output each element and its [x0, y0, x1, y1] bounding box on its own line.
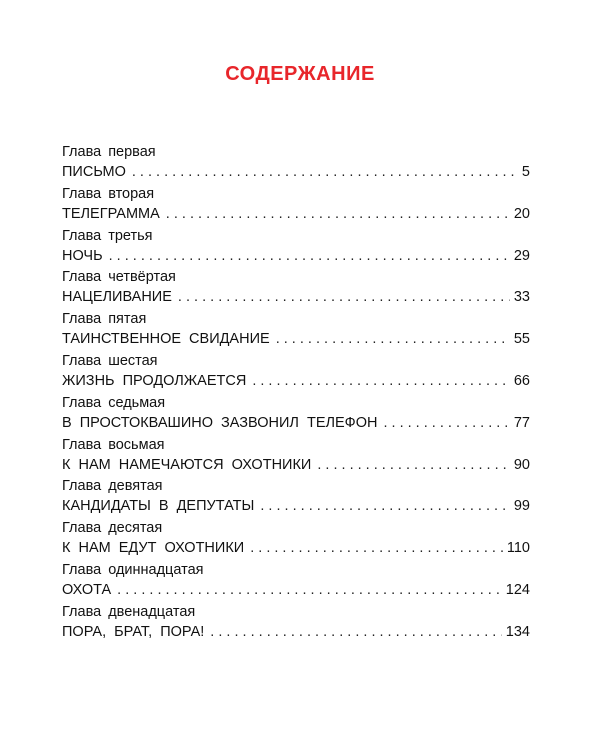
toc-line [62, 329, 530, 349]
toc-entry-9[interactable] [62, 477, 530, 519]
dot-leader [178, 287, 510, 307]
dot-leader [252, 371, 510, 391]
chapter-label: Глава пятая [62, 311, 147, 328]
page-number: 5 [521, 164, 530, 180]
chapter-label: Глава четвёртая [62, 269, 176, 286]
toc-line [62, 538, 530, 558]
chapter-title: ТЕЛЕГРАММА [62, 205, 160, 222]
chapter-title: В ПРОСТОКВАШИНО ЗАЗВОНИЛ ТЕЛЕФОН [62, 414, 378, 431]
toc-entry-1[interactable] [62, 143, 530, 185]
table-of-contents [62, 143, 530, 645]
toc-line [62, 413, 530, 433]
chapter-label: Глава десятая [62, 520, 163, 537]
toc-line [62, 371, 530, 391]
dot-leader [317, 455, 510, 475]
toc-entry-4[interactable] [62, 268, 530, 310]
chapter-title: К НАМ НАМЕЧАЮТСЯ ОХОТНИКИ [62, 456, 312, 473]
toc-entry-10[interactable] [62, 519, 530, 561]
toc-entry-2[interactable] [62, 185, 530, 227]
toc-entry-7[interactable] [62, 394, 530, 436]
toc-line [62, 287, 530, 307]
chapter-label: Глава вторая [62, 185, 155, 202]
chapter-title: ОХОТА [62, 581, 112, 598]
page-number: 99 [513, 498, 530, 515]
dot-leader [250, 538, 503, 558]
dot-leader [210, 622, 502, 642]
chapter-label: Глава третья [62, 227, 153, 244]
dot-leader [117, 580, 502, 600]
page-number: 77 [513, 414, 530, 431]
toc-entry-11[interactable] [62, 561, 530, 603]
toc-line [62, 246, 530, 266]
page-number: 90 [513, 456, 530, 473]
page-number: 124 [505, 581, 530, 598]
toc-line [62, 204, 530, 224]
toc-entry-6[interactable] [62, 352, 530, 394]
dot-leader [166, 204, 510, 224]
toc-entry-12[interactable] [62, 603, 530, 645]
dot-leader [109, 246, 510, 266]
chapter-label: Глава одиннадцатая [62, 561, 204, 578]
page-number: 110 [506, 540, 530, 557]
toc-entry-8[interactable] [62, 436, 530, 478]
chapter-label: Глава седьмая [62, 394, 166, 411]
toc-line [62, 496, 530, 516]
chapter-title: ЖИЗНЬ ПРОДОЛЖАЕТСЯ [62, 372, 247, 389]
chapter-label: Глава восьмая [62, 436, 165, 453]
chapter-title: К НАМ ЕДУТ ОХОТНИКИ [62, 540, 245, 557]
dot-leader [276, 329, 510, 349]
page-title: СОДЕРЖАНИЕ [225, 63, 375, 85]
page-number: 33 [513, 289, 530, 306]
chapter-label: Глава девятая [62, 478, 163, 495]
page-number: 29 [513, 247, 530, 264]
toc-line [62, 622, 530, 642]
chapter-title: ПОРА, БРАТ, ПОРА! [62, 623, 205, 640]
chapter-title: НАЦЕЛИВАНИЕ [62, 289, 172, 306]
toc-entry-3[interactable] [62, 227, 530, 269]
dot-leader [132, 162, 518, 182]
toc-line [62, 580, 530, 600]
toc-line [62, 455, 530, 475]
chapter-title: КАНДИДАТЫ В ДЕПУТАТЫ [62, 498, 255, 515]
dot-leader [383, 413, 509, 433]
page-number: 55 [513, 331, 530, 348]
chapter-title: НОЧЬ [62, 247, 103, 264]
chapter-label: Глава двенадцатая [62, 603, 196, 620]
chapter-title: ПИСЬМО [62, 164, 126, 180]
chapter-title: ТАИНСТВЕННОЕ СВИДАНИЕ [62, 331, 270, 348]
toc-line [62, 162, 530, 182]
page-number: 20 [513, 205, 530, 222]
page-number: 134 [505, 623, 530, 640]
dot-leader [260, 496, 510, 516]
chapter-label: Глава шестая [62, 352, 158, 369]
chapter-label: Глава первая [62, 144, 156, 160]
page-number: 66 [513, 372, 530, 389]
toc-entry-5[interactable] [62, 310, 530, 352]
